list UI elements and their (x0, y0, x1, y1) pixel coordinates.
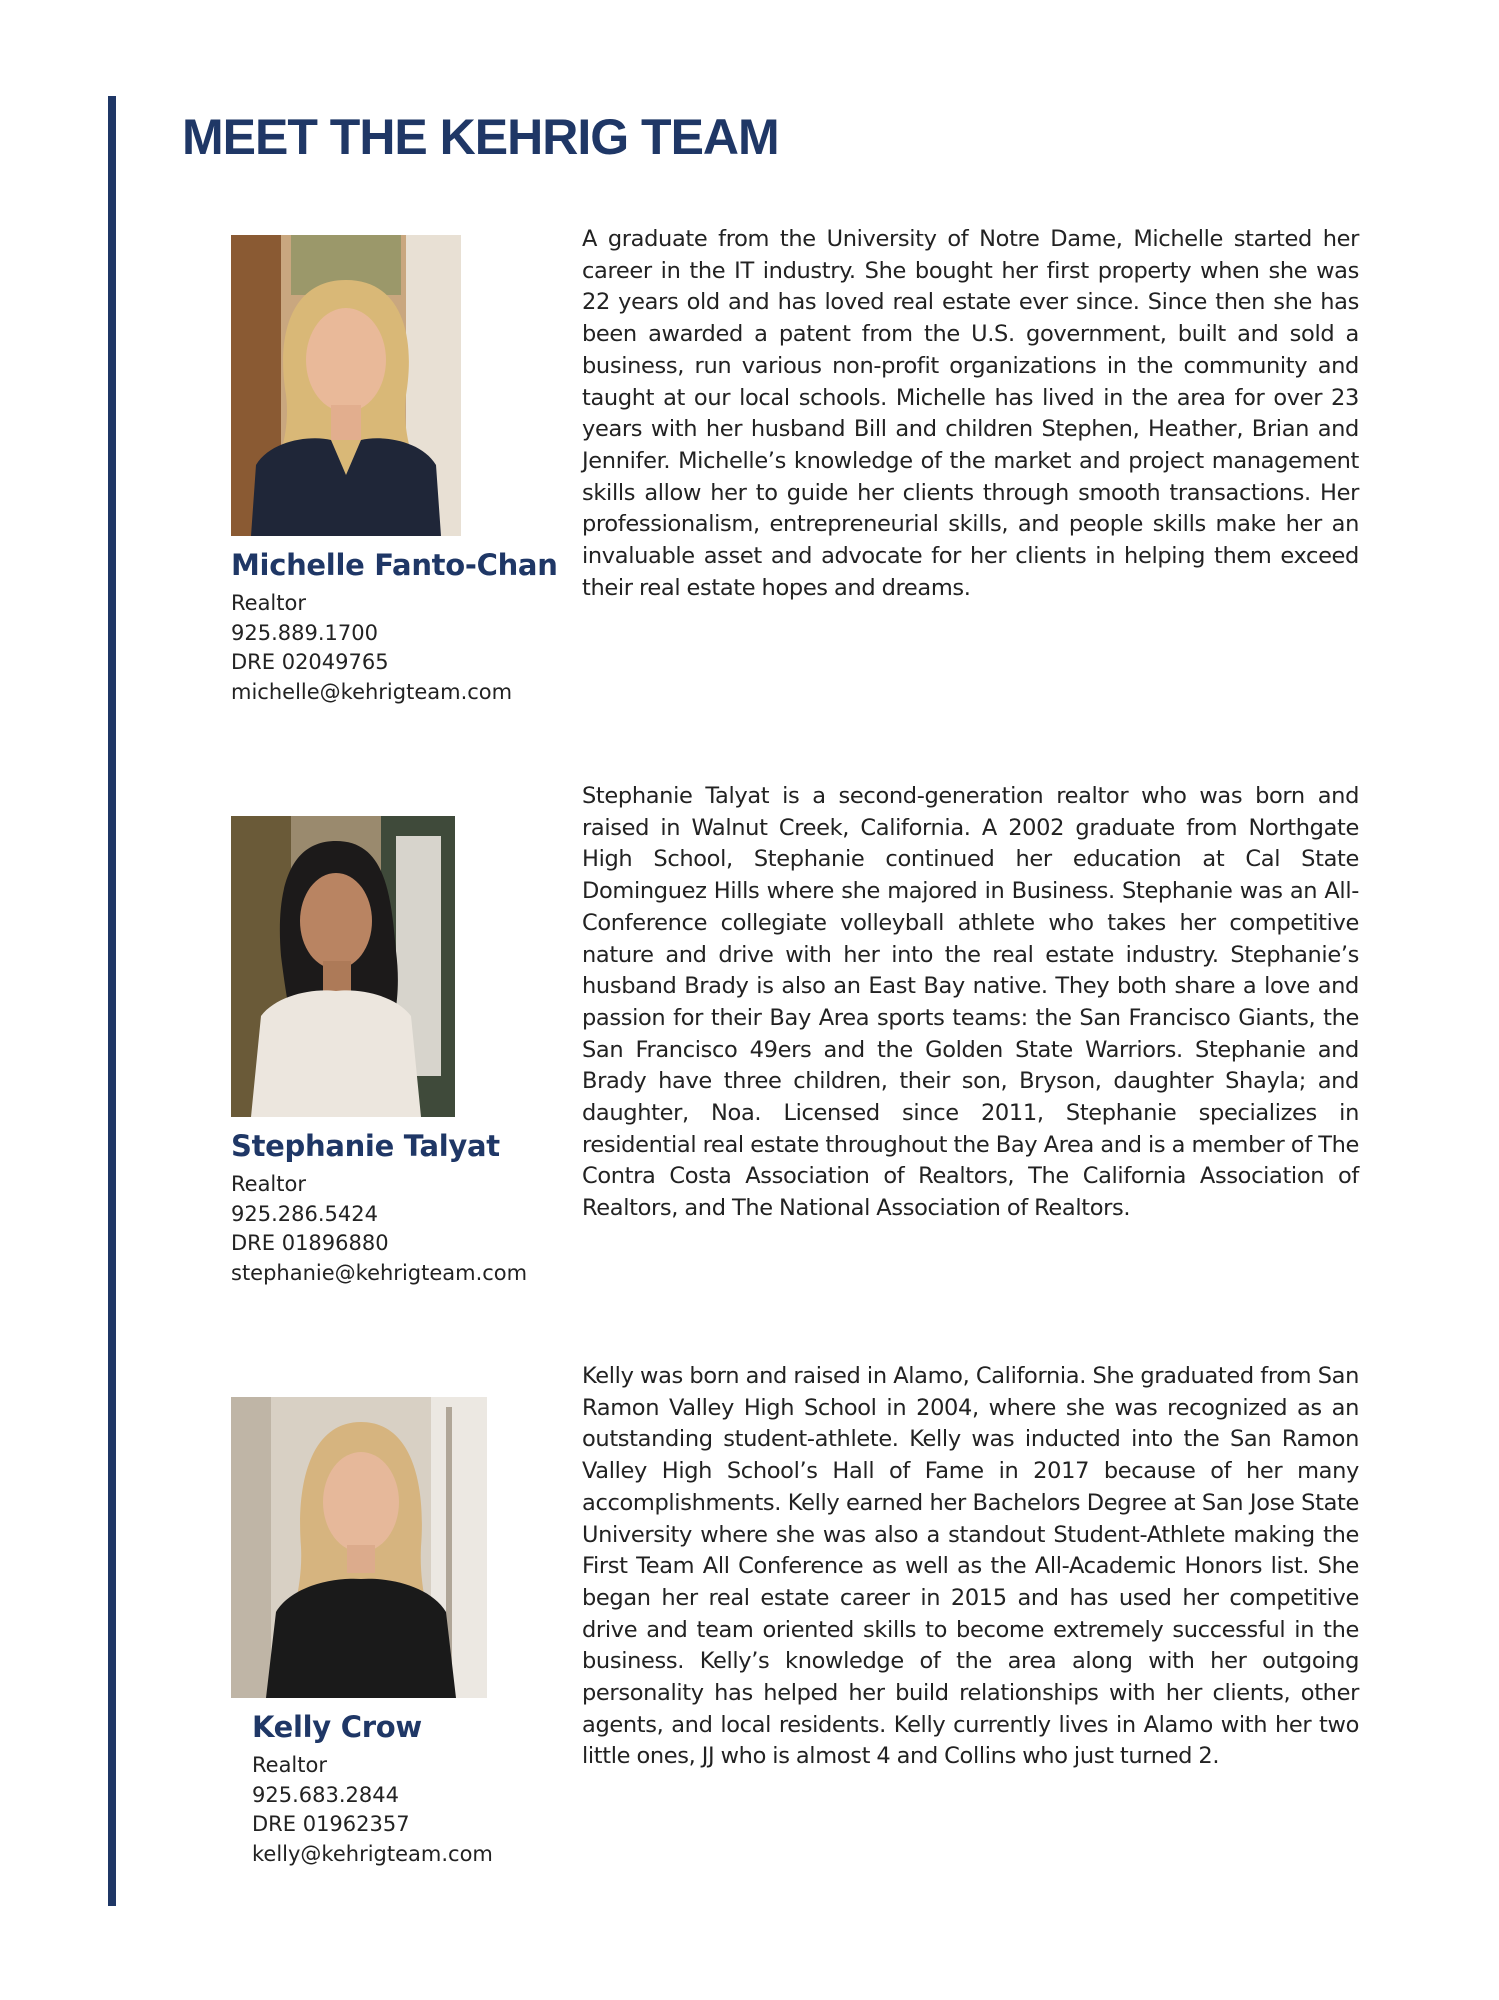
member-role: Realtor (231, 591, 306, 615)
member-name: Stephanie Talyat (231, 1129, 500, 1163)
portrait-photo (231, 816, 455, 1117)
member-bio: Stephanie Talyat is a second-generation realtor who was born and raised in Walnut Creek, California. A 2002 graduate from Northgate High School, Stephanie continued her education at Cal State Dominguez Hills where she majored in Business. Stephanie was an All-Conference collegiate volleyball athlete who takes her competitive nature and drive with her into the real estate industry. Stephanie’s husband Brady is also an East Bay native. They both share a love and passion for their Bay Area sports teams: the San Francisco Giants, the San Francisco 49ers and the Golden State Warriors. Stephanie and Brady have three children, their son, Bryson, daughter Shayla; and daughter, Noa. Licensed since 2011, Stephanie specializes in residential real estate throughout the Bay Area and is a member of The Contra Costa Association of Realtors, The California Association of Realtors, and The National Association of Realtors. (582, 783, 1359, 1222)
member-phone: 925.286.5424 (231, 1201, 378, 1226)
member-email: michelle@kehrigteam.com (231, 679, 513, 704)
member-bio: A graduate from the University of Notre Dame, Michelle started her career in the IT industry. She bought her first property when she was 22 years old and has loved real estate ever since. Since then she has been awarded a patent from the U.S. government, built and sold a business, run various non-profit organizations in the community and taught at our local schools. Michelle has lived in the area for over 23 years with her husband Bill and children Stephen, Heather, Brian and Jennifer. Michelle’s knowledge of the market and project management skills allow her to guide her clients through smooth transactions. Her professionalism, entrepreneurial skills, and people skills make her an invaluable asset and advocate for her clients in helping them exceed their real estate hopes and dreams. (582, 226, 1359, 601)
member-name: Kelly Crow (252, 1710, 422, 1744)
member-phone: 925.683.2844 (252, 1782, 399, 1807)
page-title: MEET THE KEHRIG TEAM (182, 109, 779, 165)
portrait-photo (231, 1397, 487, 1698)
member-dre: DRE 02049765 (231, 650, 389, 674)
member-name: Michelle Fanto-Chan (231, 548, 558, 582)
member-contact (231, 589, 512, 707)
member-bio: Kelly was born and raised in Alamo, California. She graduated from San Ramon Valley High School in 2004, where she was recognized as an outstanding student-athlete. Kelly was inducted into the San Ramon Valley High School’s Hall of Fame in 2017 because of her many accomplishments. Kelly earned her Bachelors Degree at San Jose State University where she was also a standout Student-Athlete making the First Team All Conference as well as the All-Academic Honors list. She began her real estate career in 2015 and has used her competitive drive and team oriented skills to become extremely successful in the business. Kelly’s knowledge of the area along with her outgoing personality has helped her build relationships with her clients, other agents, and local residents. Kelly currently lives in Alamo with her two little ones, JJ who is almost 4 and Collins who just turned 2. (582, 1363, 1359, 1770)
left-accent-rule (108, 96, 116, 1906)
member-dre: DRE 01962357 (252, 1812, 410, 1836)
portrait-photo (231, 235, 461, 536)
member-email: kelly@kehrigteam.com (252, 1841, 493, 1866)
member-email: stephanie@kehrigteam.com (231, 1260, 528, 1285)
member-contact (252, 1751, 493, 1869)
member-phone: 925.889.1700 (231, 620, 378, 645)
member-role: Realtor (231, 1172, 306, 1196)
member-dre: DRE 01896880 (231, 1231, 389, 1255)
member-role: Realtor (252, 1753, 327, 1777)
member-contact (231, 1170, 527, 1288)
